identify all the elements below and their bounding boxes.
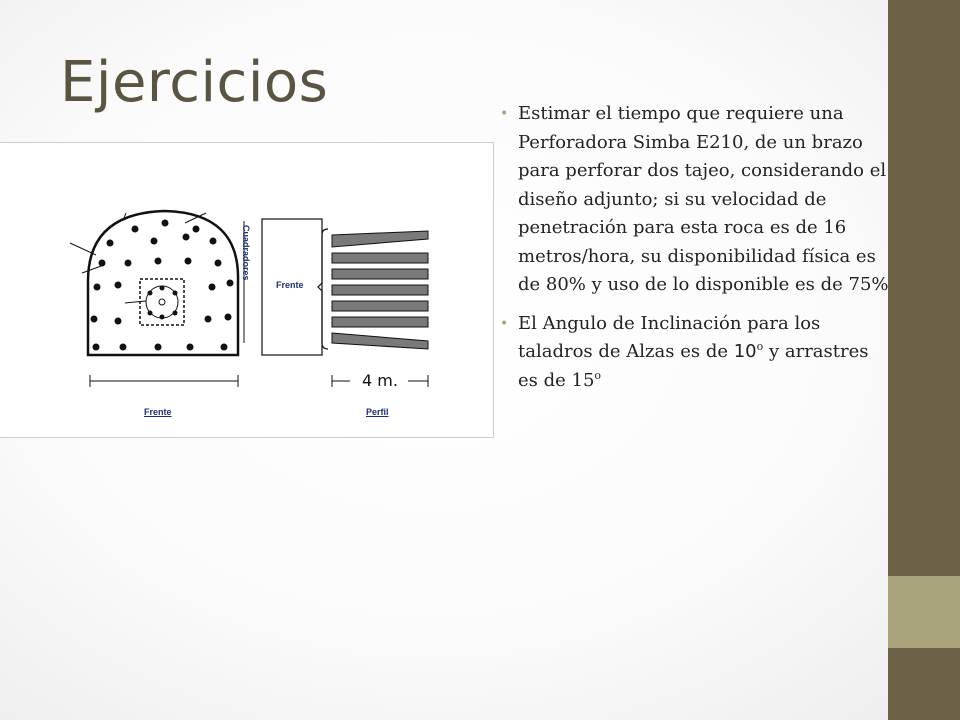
- dimension-label: 4 m.: [362, 371, 398, 390]
- tunnel-face-outline: [88, 211, 238, 355]
- cuadradores-label: Cuadradores: [241, 225, 251, 281]
- bullet-text-estimate: Estimar el tiempo que requiere una Perforadora Simba E210, de un brazo para perforar dos tajeo, considerando el diseño adjunto; si su velocidad de penetración para esta roca es de 16 metros/hora, su disponibilidad física es de 80% y uso de lo disponible es de 75%: [518, 103, 889, 295]
- perfil-caption: Perfil: [366, 407, 389, 417]
- drill-holes: [91, 220, 234, 351]
- bullet-angle-degree-1: o: [756, 340, 764, 353]
- decorative-sidebar-bottom: [888, 648, 960, 720]
- relief-hole: [159, 299, 165, 305]
- slide-title: Ejercicios: [60, 50, 329, 115]
- blasting-design-figure: [0, 142, 494, 438]
- decorative-sidebar-top: [888, 0, 960, 576]
- frente-caption: Frente: [144, 407, 172, 417]
- exercise-bullets: [500, 100, 892, 405]
- profile-brace: [318, 229, 328, 349]
- tunnel-drill-diagram: [0, 143, 494, 439]
- bullet-text-angle-part1: El Angulo de Inclinación para los taladros de Alzas es de: [518, 312, 821, 362]
- bullet-angle-value-alzas: 10: [733, 341, 757, 362]
- bullet-item-angle: [500, 310, 892, 396]
- bullet-angle-degree-2: o: [594, 368, 602, 382]
- bullet-text-angle-part2: y arrastres es de 15: [518, 341, 869, 391]
- profile-drill-rods: [332, 231, 428, 349]
- decorative-sidebar-accent: [888, 576, 960, 648]
- frente-side-label: Frente: [276, 280, 304, 290]
- bullet-item-estimate: [500, 100, 892, 300]
